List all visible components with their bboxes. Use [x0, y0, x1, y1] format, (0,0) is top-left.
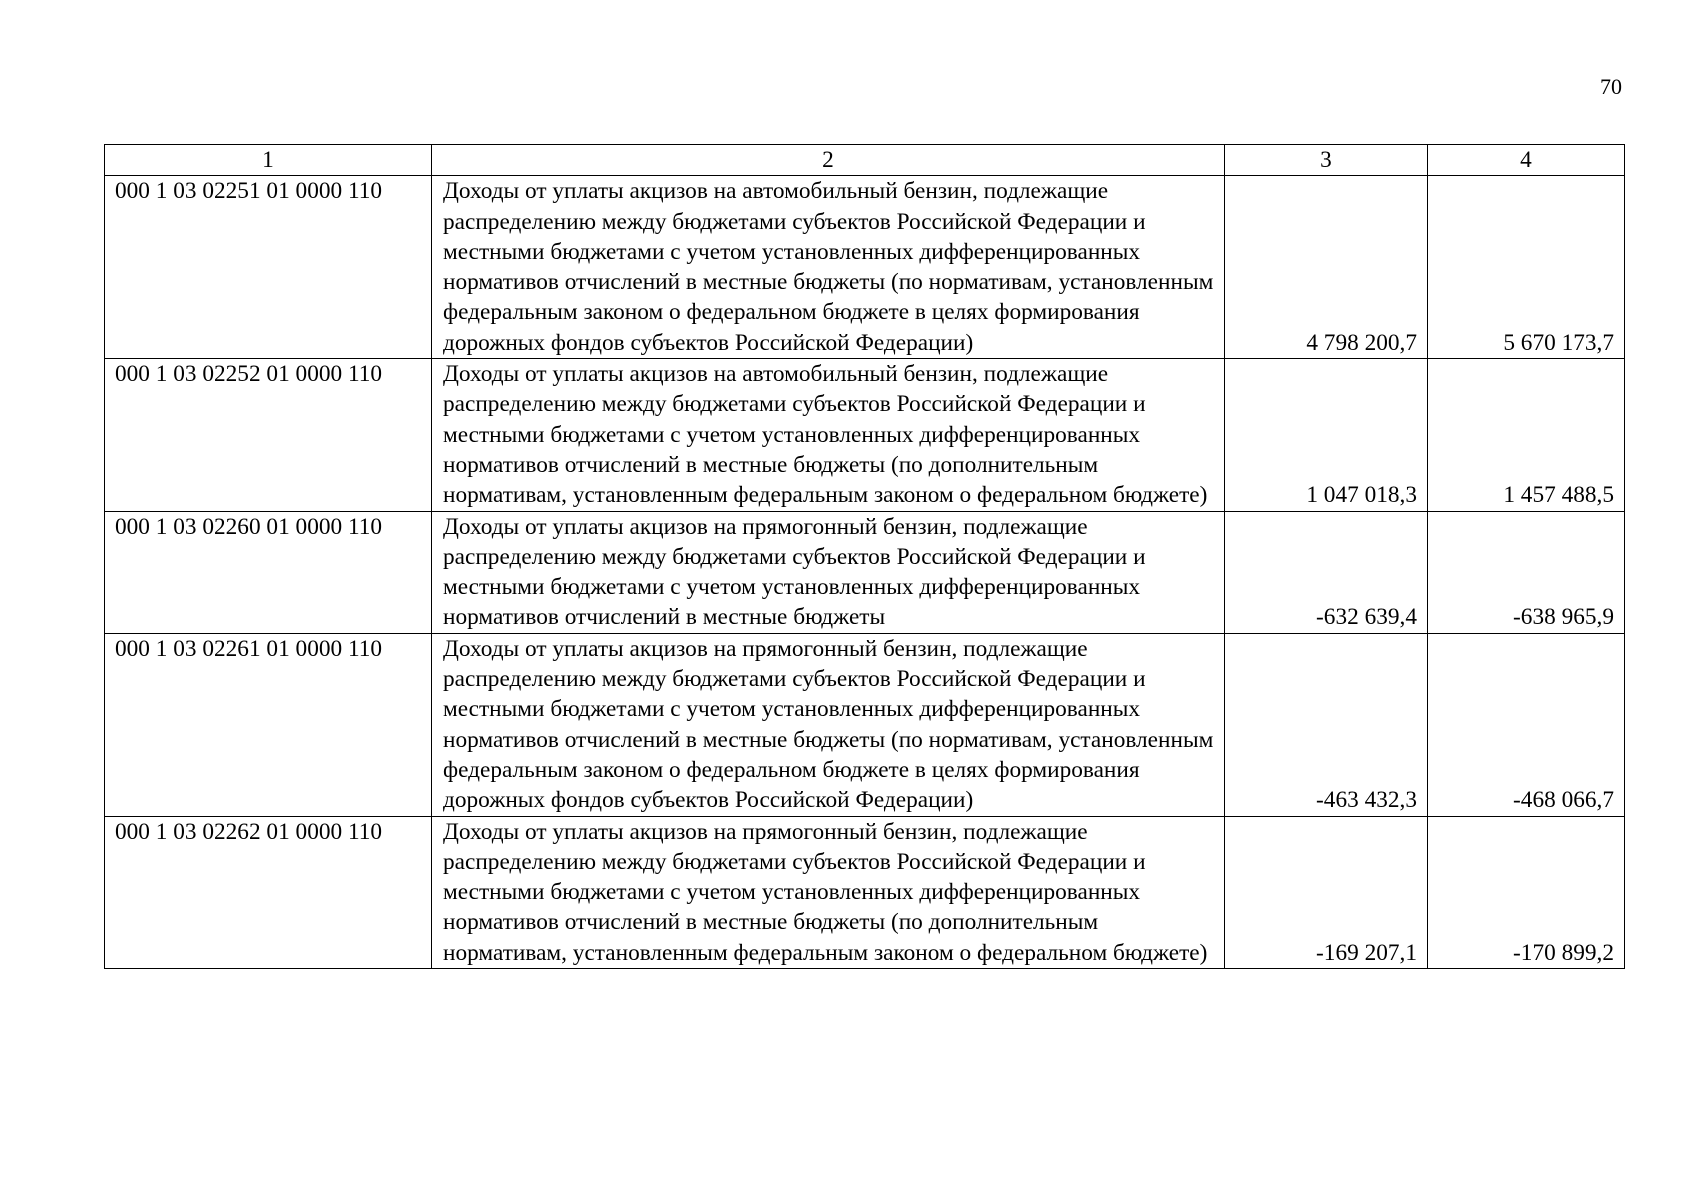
amount-col4-cell: [1428, 359, 1625, 511]
amount-col4-value: -468 066,7: [1513, 787, 1614, 814]
description-cell: Доходы от уплаты акцизов на автомобильный бензин, подлежащие распределению между бюджетами субъектов Российской Федерации и местными бюджетами с учетом установленных дифференцированных нормативов отчислений в местные бюджеты (по нормативам, установленным федеральным законом о федеральном бюджете в целях формирования дорожных фондов субъектов Российской Федерации): [432, 176, 1225, 359]
amount-col3-value: -169 207,1: [1316, 939, 1417, 966]
amount-col4-cell: [1428, 176, 1625, 359]
amount-col4-cell: [1428, 633, 1625, 816]
page-number: 70: [1600, 74, 1622, 99]
table-row: [105, 816, 1625, 968]
amount-col4-value: -638 965,9: [1513, 604, 1614, 631]
amount-col3-cell: [1225, 359, 1428, 511]
amount-col3-value: 4 798 200,7: [1306, 329, 1417, 356]
amount-col4-cell: [1428, 511, 1625, 633]
budget-code-cell: 000 1 03 02262 01 0000 110: [105, 816, 432, 968]
amount-col3-cell: [1225, 816, 1428, 968]
budget-code-cell: 000 1 03 02251 01 0000 110: [105, 176, 432, 359]
column-header-4: 4: [1428, 145, 1625, 176]
budget-code-cell: 000 1 03 02252 01 0000 110: [105, 359, 432, 511]
amount-col3-value: 1 047 018,3: [1306, 482, 1417, 509]
table-row: [105, 359, 1625, 511]
amount-col3-value: -632 639,4: [1316, 604, 1417, 631]
description-cell: Доходы от уплаты акцизов на прямогонный бензин, подлежащие распределению между бюджетами субъектов Российской Федерации и местными бюджетами с учетом установленных дифференцированных нормативов отчислений в местные бюджеты (по нормативам, установленным федеральным законом о федеральном бюджете в целях формирования дорожных фондов субъектов Российской Федерации): [432, 633, 1225, 816]
description-cell: Доходы от уплаты акцизов на прямогонный бензин, подлежащие распределению между бюджетами субъектов Российской Федерации и местными бюджетами с учетом установленных дифференцированных нормативов отчислений в местные бюджеты (по дополнительным нормативам, установленным федеральным законом о федеральном бюджете): [432, 816, 1225, 968]
amount-col3-cell: [1225, 633, 1428, 816]
amount-col4-value: -170 899,2: [1513, 939, 1614, 966]
column-header-3: 3: [1225, 145, 1428, 176]
amount-col3-value: -463 432,3: [1316, 787, 1417, 814]
amount-col3-cell: [1225, 176, 1428, 359]
column-header-2: 2: [432, 145, 1225, 176]
amount-col4-value: 5 670 173,7: [1503, 329, 1614, 356]
table-row: [105, 511, 1625, 633]
budget-code-cell: 000 1 03 02261 01 0000 110: [105, 633, 432, 816]
amount-col4-value: 1 457 488,5: [1503, 482, 1614, 509]
table-row: [105, 176, 1625, 359]
table-row: [105, 633, 1625, 816]
amount-col3-cell: [1225, 511, 1428, 633]
description-cell: Доходы от уплаты акцизов на прямогонный бензин, подлежащие распределению между бюджетами субъектов Российской Федерации и местными бюджетами с учетом установленных дифференцированных нормативов отчислений в местные бюджеты: [432, 511, 1225, 633]
budget-code-cell: 000 1 03 02260 01 0000 110: [105, 511, 432, 633]
table-header-row: [105, 145, 1625, 176]
amount-col4-cell: [1428, 816, 1625, 968]
column-header-1: 1: [105, 145, 432, 176]
description-cell: Доходы от уплаты акцизов на автомобильный бензин, подлежащие распределению между бюджетами субъектов Российской Федерации и местными бюджетами с учетом установленных дифференцированных нормативов отчислений в местные бюджеты (по дополнительным нормативам, установленным федеральным законом о федеральном бюджете): [432, 359, 1225, 511]
revenue-table: [104, 144, 1625, 969]
